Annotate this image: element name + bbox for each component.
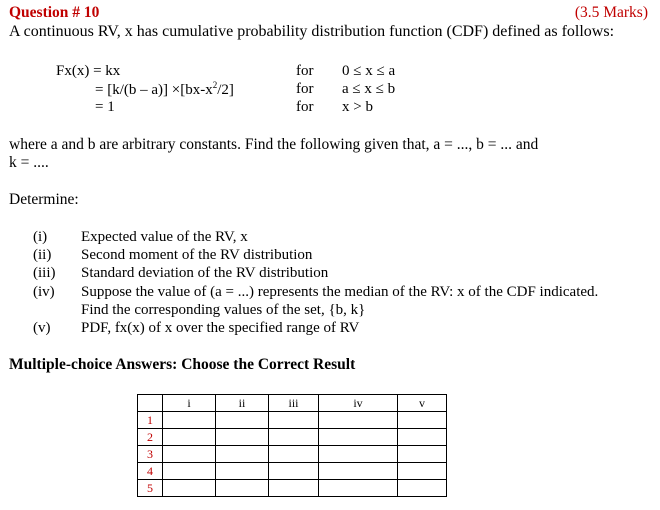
answer-cell-4-iv[interactable] — [319, 463, 398, 480]
row-number-2: 2 — [138, 429, 163, 446]
answer-cell-4-iii[interactable] — [269, 463, 319, 480]
question-marks: (3.5 Marks) — [574, 4, 648, 21]
answer-cell-1-ii[interactable] — [216, 412, 269, 429]
row-number-3: 3 — [138, 446, 163, 463]
answer-cell-1-i[interactable] — [163, 412, 216, 429]
item-text-4-continued: Find the corresponding values of the set, {b, k} — [81, 302, 366, 318]
answer-cell-4-ii[interactable] — [216, 463, 269, 480]
answer-cell-3-i[interactable] — [163, 446, 216, 463]
header-v: v — [398, 395, 447, 412]
cdf-row-3-condition: x > b — [342, 99, 373, 115]
row-number-5: 5 — [138, 480, 163, 497]
header-iv: iv — [319, 395, 398, 412]
answer-cell-5-i[interactable] — [163, 480, 216, 497]
item-num-1: (i) — [33, 229, 48, 245]
item-text-1: Expected value of the RV, x — [81, 229, 248, 245]
answer-cell-3-v[interactable] — [398, 446, 447, 463]
item-text-5: PDF, fx(x) of x over the specified range of RV — [81, 320, 360, 336]
answer-cell-1-iv[interactable] — [319, 412, 398, 429]
multiple-choice-title: Multiple-choice Answers: Choose the Correct Result — [9, 356, 356, 373]
answer-cell-5-iii[interactable] — [269, 480, 319, 497]
answer-cell-4-i[interactable] — [163, 463, 216, 480]
answer-cell-3-ii[interactable] — [216, 446, 269, 463]
header-i: i — [163, 395, 216, 412]
item-num-3: (iii) — [33, 265, 56, 281]
answer-cell-2-ii[interactable] — [216, 429, 269, 446]
item-num-2: (ii) — [33, 247, 52, 263]
answer-cell-2-i[interactable] — [163, 429, 216, 446]
question-intro: A continuous RV, x has cumulative probability distribution function (CDF) defined as follows: — [9, 23, 615, 40]
answer-cell-5-iv[interactable] — [319, 480, 398, 497]
where-line-1: where a and b are arbitrary constants. Find the following given that, a = ..., b = ... and — [9, 136, 539, 153]
answer-cell-3-iv[interactable] — [319, 446, 398, 463]
answer-cell-2-iii[interactable] — [269, 429, 319, 446]
cdf-row-1-expression: Fx(x) = kx — [56, 63, 121, 79]
answer-cell-1-iii[interactable] — [269, 412, 319, 429]
item-text-2: Second moment of the RV distribution — [81, 247, 313, 263]
table-row — [138, 429, 447, 446]
header-ii: ii — [216, 395, 269, 412]
header-blank — [138, 395, 163, 412]
table-row — [138, 412, 447, 429]
answer-cell-2-v[interactable] — [398, 429, 447, 446]
table-row — [138, 463, 447, 480]
cdf-row-2-condition: a ≤ x ≤ b — [342, 81, 396, 97]
cdf-row-2-expression: = $[k/(b - a)] \times[bx-x^2/2]$ — [95, 80, 234, 98]
where-line-2: k = .... — [9, 154, 49, 171]
table-row — [138, 446, 447, 463]
item-num-5: (v) — [33, 320, 51, 336]
cdf-row-3-for: for — [296, 99, 314, 115]
item-text-3: Standard deviation of the RV distribution — [81, 265, 329, 281]
header-iii: iii — [269, 395, 319, 412]
cdf-row-1-condition: 0 ≤ x ≤ a — [342, 63, 396, 79]
answer-cell-5-v[interactable] — [398, 480, 447, 497]
answer-table — [137, 394, 447, 497]
answer-cell-1-v[interactable] — [398, 412, 447, 429]
answer-cell-4-v[interactable] — [398, 463, 447, 480]
cdf-row-2-for: for — [296, 81, 314, 97]
table-row — [138, 480, 447, 497]
question-title: Question # 10 — [9, 4, 100, 21]
row-number-4: 4 — [138, 463, 163, 480]
answer-cell-3-iii[interactable] — [269, 446, 319, 463]
answer-cell-5-ii[interactable] — [216, 480, 269, 497]
cdf-row-1-for: for — [296, 63, 314, 79]
cdf-row-3-expression: = 1 — [95, 99, 115, 115]
item-text-4: Suppose the value of (a = ...) represents the median of the RV: x of the CDF indicated. — [81, 284, 599, 300]
answer-table-header — [138, 395, 447, 412]
determine-heading: Determine: — [9, 191, 79, 208]
item-num-4: (iv) — [33, 284, 55, 300]
answer-cell-2-iv[interactable] — [319, 429, 398, 446]
row-number-1: 1 — [138, 412, 163, 429]
